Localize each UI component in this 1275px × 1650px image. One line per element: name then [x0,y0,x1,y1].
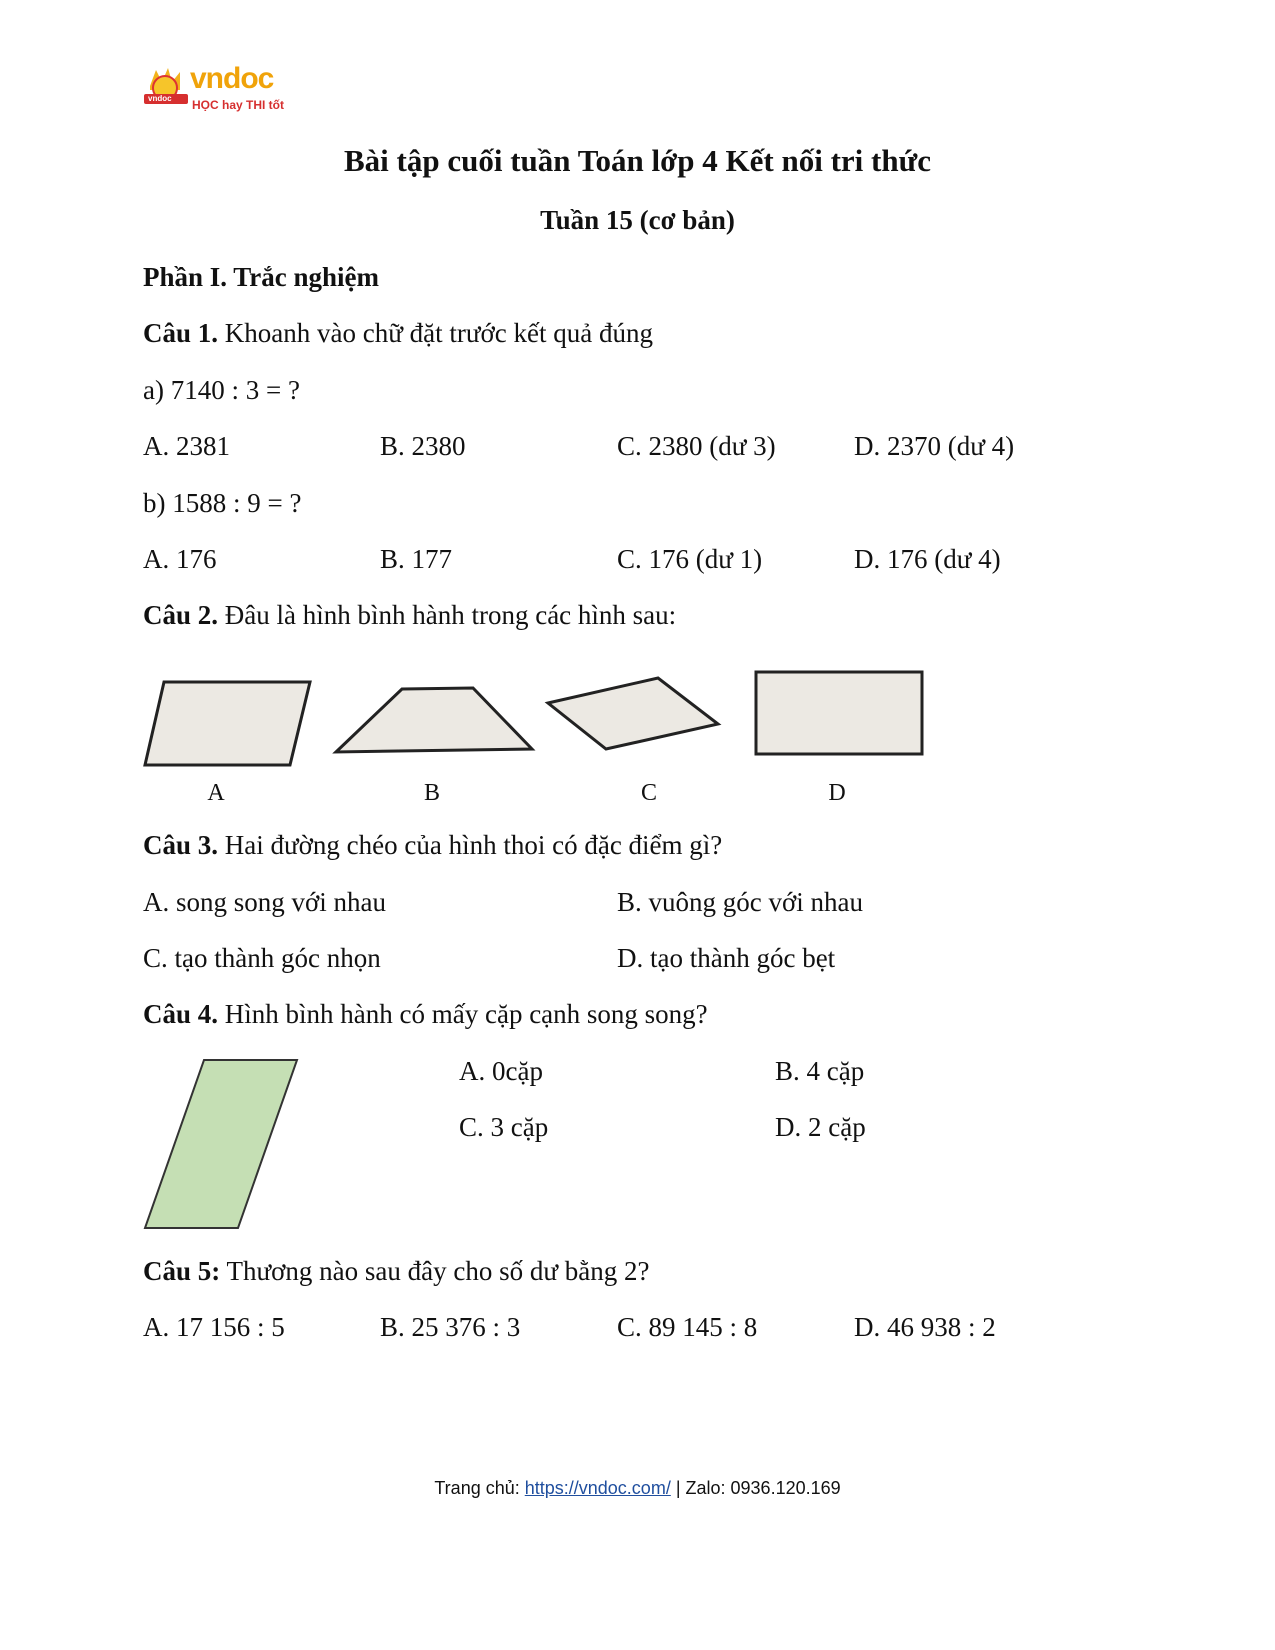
q1a-option-b[interactable]: B. 2380 [380,431,466,461]
question-1b-prompt: b) 1588 : 9 = ? [143,488,302,518]
page-footer [0,1478,1275,1499]
shape-label-d: D [828,780,846,806]
q3-option-a[interactable]: A. song song với nhau [143,887,387,917]
q5-option-c[interactable]: C. 89 145 : 8 [617,1312,758,1342]
q2-shapes-figure [130,660,950,770]
vndoc-logo [142,62,292,116]
section-heading: Phần I. Trắc nghiệm [143,262,380,292]
question-3-label: Câu 3. [143,830,219,860]
q4-parallelogram-figure [140,1055,310,1235]
question-5 [143,1256,649,1287]
shape-label-c: C [640,780,657,806]
q5-option-b[interactable]: B. 25 376 : 3 [380,1312,521,1342]
shape-a-parallelogram[interactable] [145,682,310,765]
q1b-option-a[interactable]: A. 176 [143,544,217,574]
question-1a-prompt: a) 7140 : 3 = ? [143,375,300,405]
footer-prefix: Trang chủ: [434,1478,525,1498]
q4-option-b[interactable]: B. 4 cặp [775,1056,865,1086]
logo-tagline: HỌC hay THI tốt [192,98,284,112]
green-parallelogram [145,1060,297,1228]
page-subtitle: Tuần 15 (cơ bản) [540,205,735,235]
question-4 [143,999,708,1030]
q1b-option-b[interactable]: B. 177 [380,544,453,574]
question-1 [143,318,653,349]
page-title: Bài tập cuối tuần Toán lớp 4 Kết nối tri thức [344,143,931,178]
q4-option-d[interactable]: D. 2 cặp [775,1112,866,1142]
question-4-text: Hình bình hành có mấy cặp cạnh song song? [218,999,708,1029]
q3-option-c[interactable]: C. tạo thành góc nhọn [143,943,381,973]
q1b-option-c[interactable]: C. 176 (dư 1) [617,544,763,574]
question-5-label: Câu 5: [143,1256,221,1286]
shape-b-trapezoid[interactable] [336,688,532,752]
q5-option-d[interactable]: D. 46 938 : 2 [854,1312,996,1342]
question-3-text: Hai đường chéo của hình thoi có đặc điểm gì? [218,830,723,860]
question-3 [143,830,722,861]
shape-label-a: A [207,780,225,806]
question-1-label: Câu 1. [143,318,219,348]
question-5-text: Thương nào sau đây cho số dư bằng 2? [220,1256,650,1286]
question-2-label: Câu 2. [143,600,219,630]
q1a-option-d[interactable]: D. 2370 (dư 4) [854,431,1015,461]
q1b-option-d[interactable]: D. 176 (dư 4) [854,544,1001,574]
q1a-option-c[interactable]: C. 2380 (dư 3) [617,431,776,461]
question-2 [143,600,676,631]
shape-label-b: B [423,780,440,806]
q3-option-d[interactable]: D. tạo thành góc bẹt [617,943,836,973]
footer-contact: | Zalo: 0936.120.169 [670,1478,841,1498]
question-2-text: Đâu là hình bình hành trong các hình sau: [218,600,677,630]
q5-option-a[interactable]: A. 17 156 : 5 [143,1312,285,1342]
q3-option-b[interactable]: B. vuông góc với nhau [617,887,864,917]
logo-brand: vndoc [190,62,274,95]
question-4-label: Câu 4. [143,999,219,1029]
shape-d-rectangle[interactable] [756,672,922,754]
shape-c-quadrilateral[interactable] [548,678,718,749]
question-1-text: Khoanh vào chữ đặt trước kết quả đúng [218,318,653,348]
q4-option-a[interactable]: A. 0cặp [459,1056,543,1086]
logo-badge: vndoc [148,94,172,103]
q1a-option-a[interactable]: A. 2381 [143,431,230,461]
footer-home-link[interactable]: https://vndoc.com/ [524,1478,671,1498]
q4-option-c[interactable]: C. 3 cặp [459,1112,549,1142]
